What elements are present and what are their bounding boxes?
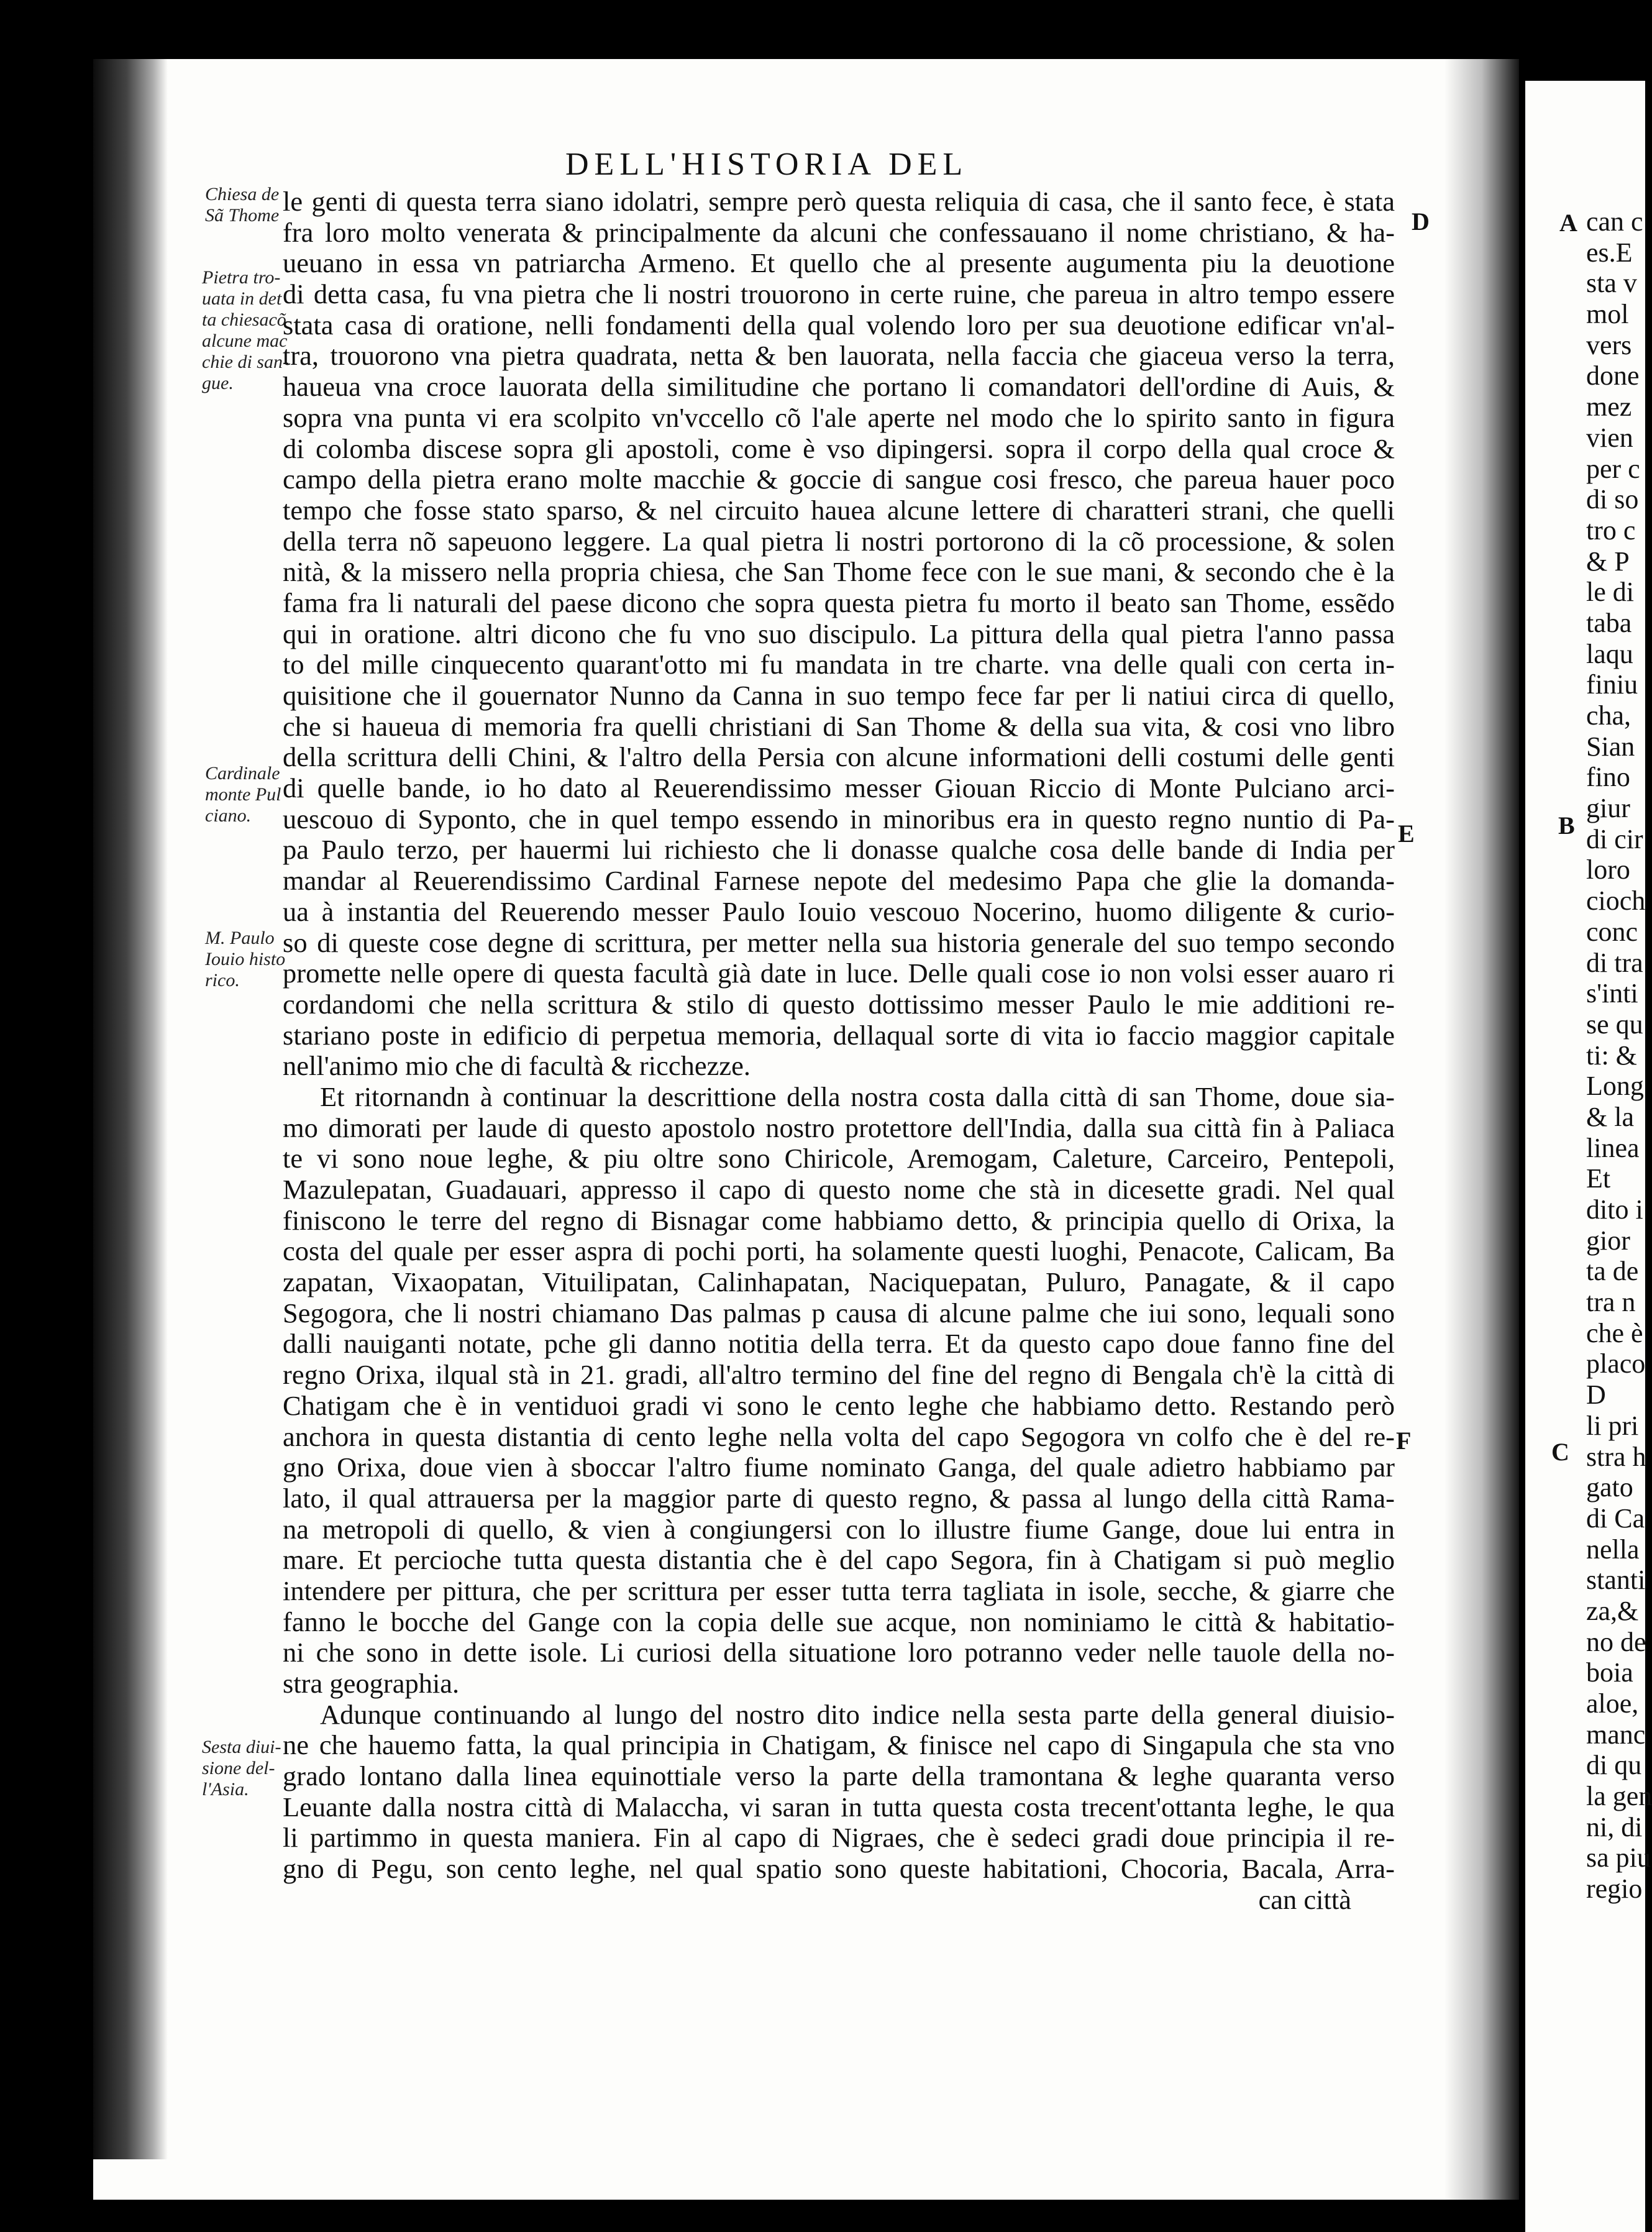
- body-line: te vi sono noue leghe, & piu oltre sono Chiricole, Aremogam, Caleture, Carceiro, Pentepoli,: [283, 1143, 1395, 1174]
- body-line: li partimmo in questa maniera. Fin al capo di Nigraes, che è sedeci gradi doue principia il re-: [283, 1822, 1395, 1854]
- body-line: dalli nauiganti notate, pche gli danno notitia della terra. Et da questo capo doue fanno fine del: [283, 1328, 1395, 1360]
- right-line: mez: [1586, 391, 1632, 423]
- margin-note-line: uata in det: [202, 288, 282, 309]
- margin-note-line: Chiesa de: [205, 184, 280, 204]
- body-line: mo dimorati per laude di questo apostolo nostro protettore dell'India, dalla sua città fin à Paliaca: [283, 1112, 1395, 1143]
- body-line: ni che sono in dette isole. Li curiosi della situatione loro potranno veder nelle tauole della no-: [283, 1637, 1395, 1668]
- section-letter-e: E: [1398, 820, 1415, 848]
- body-line: grado lontano dalla linea equinottiale verso la parte della tramontana & leghe quaranta verso: [283, 1760, 1395, 1792]
- right-line: regio: [1586, 1873, 1643, 1905]
- body-line: stata casa di oratione, nelli fondamenti della qual volendo loro per sua deuotione edificar vn'al-: [283, 309, 1395, 341]
- body-line: ua à instantia del Reuerendo messer Paulo Iouio vescouo Nocerino, huomo diligente & curio-: [283, 895, 1395, 927]
- body-line: ne che hauemo fatta, la qual principia in Chatigam, & finisce nel capo di Singapula che sta vno: [283, 1729, 1395, 1761]
- right-line: fino: [1586, 762, 1630, 793]
- body-line: di quelle bande, io ho dato al Reuerendissimo messer Giouan Riccio di Monte Pulciano arci-: [283, 772, 1395, 804]
- right-line: la gen: [1586, 1781, 1652, 1812]
- right-line: taba: [1586, 607, 1632, 638]
- right-line: giur: [1586, 793, 1630, 824]
- body-line: stra geographia.: [283, 1668, 460, 1699]
- margin-note-pietra: [202, 267, 289, 394]
- body-line: costa del quale per esser aspra di pochi porti, ha solamente questi luoghi, Penacote, Calicam, Ba: [283, 1235, 1395, 1267]
- right-line: ni, di: [1586, 1811, 1643, 1842]
- right-line: Sian: [1586, 731, 1635, 762]
- right-line: tro c: [1586, 515, 1636, 546]
- margin-note-line: alcune mac: [202, 331, 288, 351]
- margin-note-line: l'Asia.: [202, 1779, 249, 1800]
- right-line: boia: [1586, 1657, 1633, 1688]
- body-line: so di queste cose degne di scrittura, per metter nella sua historia generale del suo tempo secondo: [283, 926, 1395, 958]
- body-line: na metropoli di quello, & vien à congiungersi con lo illustre fiume Gange, doue lui entra in: [283, 1513, 1395, 1545]
- body-line: qui in oratione. altri dicono che fu vno suo discipulo. La pittura della qual pietra l'anno passa: [283, 618, 1395, 649]
- right-line: le di: [1586, 577, 1634, 608]
- margin-note-line: M. Paulo: [205, 928, 275, 948]
- body-line: gno Orixa, doue vien à sboccar l'altro fiume nominato Ganga, del quale adietro habbiamo par: [283, 1452, 1395, 1483]
- margin-note-line: Sã Thome: [205, 205, 280, 226]
- section-letter-f: F: [1396, 1427, 1412, 1455]
- right-line: linea: [1586, 1132, 1640, 1163]
- body-line: promette nelle opere di questa facultà già date in luce. Delle quali cose io non volsi esser auaro ri: [283, 958, 1395, 989]
- body-line: tra, trouorono vna pietra quadrata, netta & ben lauorata, nella faccia che giaceua verso la terra,: [283, 340, 1395, 372]
- body-line: Chatigam che è in ventiduoi gradi vi sono le cento leghe che habbiamo detto. Restando però: [283, 1389, 1395, 1421]
- margin-note-line: sione del-: [202, 1758, 275, 1778]
- right-line: & la: [1586, 1101, 1634, 1132]
- margin-note-line: ciano.: [205, 805, 252, 826]
- body-line: Adunque continuando al lungo del nostro dito indice nella sesta parte della general diuisio-: [320, 1698, 1395, 1730]
- body-line: Segogora, che li nostri chiamano Das palmas p causa di alcune palme che iui sono, lequali sono: [283, 1297, 1395, 1329]
- margin-note-line: Iouio histo: [205, 949, 286, 969]
- margin-note-line: Pietra tro-: [202, 267, 281, 288]
- body-line: che si haueua di memoria fra quelli christiani di San Thome & della sua vita, & cosi vno libro: [283, 710, 1395, 742]
- right-line: di so: [1586, 484, 1639, 515]
- body-line: finiscono le terre del regno di Bisnagar come habbiamo detto, & principia quello di Orixa, la: [283, 1204, 1395, 1236]
- right-line: es.E: [1586, 237, 1633, 268]
- body-line: Mazulepatan, Guadauari, appresso il capo di questo nome che stà in dicesette gradi. Nel qual: [283, 1174, 1395, 1205]
- margin-note-cardinale: [205, 763, 281, 826]
- body-line: pa Paulo terzo, per hauermi lui richiesto che li donasse qualche cosa delle bande di India per: [283, 834, 1395, 866]
- body-line: regno Orixa, ilqual stà in 21. gradi, all'altro termino del fine del regno di Bengala ch'è la città di: [283, 1359, 1395, 1391]
- margin-note-sesta-diuisione: [202, 1737, 281, 1800]
- right-line: vien: [1586, 422, 1633, 453]
- right-line: di qu: [1586, 1750, 1642, 1781]
- right-line: ti: &: [1586, 1040, 1637, 1071]
- body-text: [283, 186, 1395, 1916]
- right-line: ta de: [1586, 1256, 1639, 1287]
- right-line: stra h: [1586, 1441, 1646, 1472]
- body-line: campo della pietra erano molte macchie & goccie di sangue cosi fresco, che pareua hauer poco: [283, 464, 1395, 495]
- margin-note-line: gue.: [202, 373, 234, 393]
- body-line: haueua vna croce lauorata della similitudine che portano li comandatori dell'ordine di Auis, &: [283, 371, 1395, 403]
- right-line: mol: [1586, 299, 1629, 330]
- body-line: quisitione che il gouernator Nunno da Canna in suo tempo fece far per li natiui circa di quello,: [283, 680, 1395, 711]
- body-line: uescouo di Syponto, che in quel tempo essendo in minoribus era in questo regno nuntio di Pa-: [283, 803, 1395, 835]
- right-line: stanti: [1586, 1565, 1646, 1596]
- body-line: gno di Pegu, son cento leghe, nel qual spatio sono queste habitationi, Chocoria, Bacala, Arra-: [283, 1853, 1395, 1885]
- right-line: cha,: [1586, 700, 1631, 731]
- right-line: Et: [1586, 1163, 1611, 1194]
- right-line: laqu: [1586, 638, 1633, 669]
- right-line: che è: [1586, 1317, 1643, 1348]
- body-line: Leuante dalla nostra città di Malaccha, vi saran in tutta questa costa trecent'ottanta leghe, le qua: [283, 1791, 1395, 1823]
- running-head: DELL'HISTORIA DEL: [565, 147, 969, 182]
- right-line: gior: [1586, 1225, 1630, 1256]
- margin-note-line: rico.: [205, 970, 240, 990]
- gutter-shadow: [93, 59, 168, 2159]
- right-line: manc: [1586, 1719, 1646, 1750]
- right-line: za,&: [1586, 1595, 1639, 1626]
- body-line: della terra nõ sapeuono leggere. La qual pietra li nostri portorono di la cõ processione, & solen: [283, 525, 1395, 557]
- right-line: done: [1586, 360, 1640, 391]
- body-line: to del mille cinquecento quarant'otto mi fu mandata in tre charte. vna delle quali con certa in-: [283, 649, 1395, 680]
- body-line: cordandomi che nella scrittura & stilo di questo dottissimo messer Paulo le mie additioni re-: [283, 988, 1395, 1020]
- body-line: fama fra li naturali del paese dicono che sopra questa pietra fu morto il beato san Thome, essẽdo: [283, 587, 1395, 618]
- right-line: sta v: [1586, 268, 1637, 299]
- body-line: le genti di questa terra siano idolatri, sempre però questa reliquia di casa, che il santo fece, è stata: [283, 186, 1395, 217]
- body-line: lato, il qual attrauersa per la maggior parte di questo regno, & passa al lungo della città Rama-: [283, 1482, 1395, 1514]
- margin-note-paulo-iouio: [205, 928, 285, 991]
- body-line: mandar al Reuerendissimo Cardinal Farnese nepote del medesimo Papa che glie la domanda-: [283, 865, 1395, 897]
- right-line: aloe,: [1586, 1688, 1639, 1719]
- right-line: can c: [1586, 206, 1643, 237]
- right-line: gato: [1586, 1472, 1633, 1503]
- body-line: stariano poste in edificio di perpetua memoria, dellaqual sorte di vita io faccio maggior capitale: [283, 1019, 1395, 1051]
- right-line: dito i: [1586, 1194, 1643, 1225]
- right-line: D: [1586, 1379, 1606, 1411]
- body-line: zapatan, Vixaopatan, Vituilipatan, Calinhapatan, Naciquepatan, Puluro, Panagate, & il capo: [283, 1266, 1395, 1298]
- body-line: fra loro molto venerata & principalmente da alcuni che confessauano il nome christiano, & ha-: [283, 216, 1395, 248]
- margin-note-line: Cardinale: [205, 763, 280, 784]
- section-letter-d: D: [1412, 208, 1430, 236]
- section-letter-c: C: [1551, 1438, 1569, 1466]
- right-line: di tra: [1586, 947, 1643, 978]
- body-line: intendere per pittura, che per scrittura per esser tutta terra tagliata in isole, secche, & giarre che: [283, 1575, 1395, 1606]
- right-line: li pri: [1586, 1410, 1639, 1441]
- right-line: per c: [1586, 453, 1640, 484]
- right-line: cioch: [1586, 885, 1646, 917]
- body-line: anchora in questa distantia di cento leghe nella volta del capo Segogora vn colfo che è del re-: [283, 1420, 1395, 1452]
- right-line: finiu: [1586, 669, 1638, 700]
- section-letter-a: A: [1559, 209, 1577, 237]
- right-line: placo: [1586, 1348, 1646, 1379]
- margin-note-line: chie di san-: [202, 352, 289, 372]
- section-letter-b: B: [1558, 812, 1575, 839]
- right-line: di cir: [1586, 823, 1643, 854]
- body-line: mare. Et percioche tutta questa distantia che è del capo Segora, fin à Chatigam si può meglio: [283, 1544, 1395, 1576]
- body-line: nell'animo mio che di facultà & ricchezze.: [283, 1050, 751, 1082]
- fold-shadow: [1444, 59, 1519, 2200]
- body-line: tempo che fosse stato sparso, & nel circuito hauea alcune lettere di charatteri strani, che quelli: [283, 494, 1395, 526]
- right-line: nella: [1586, 1534, 1640, 1565]
- right-line: no de: [1586, 1626, 1646, 1657]
- margin-note-line: ta chiesacõ: [202, 309, 286, 330]
- right-line: s'inti: [1586, 978, 1638, 1009]
- right-line: tra n: [1586, 1287, 1636, 1318]
- right-page-text: [1586, 206, 1652, 1905]
- body-line: ueuano in essa vn patriarcha Armeno. Et quello che al presente augumenta piu la deuotione: [283, 247, 1395, 279]
- right-line: conc: [1586, 916, 1638, 947]
- margin-note-line: monte Pul: [205, 784, 281, 805]
- right-line: & P: [1586, 546, 1630, 577]
- margin-note-line: Sesta diui-: [202, 1737, 281, 1757]
- right-line: loro: [1586, 854, 1630, 885]
- right-line: vers: [1586, 329, 1632, 360]
- body-line: fanno le bocche del Gange con la copia delle sue acque, non nominiamo le città & habitatio-: [283, 1606, 1395, 1637]
- body-line: di detta casa, fu vna pietra che li nostri trouorono in certe ruine, che pareua in altro tempo essere: [283, 278, 1395, 310]
- right-line: se qu: [1586, 1009, 1643, 1040]
- body-line: di colomba discese sopra gli apostoli, come è vso dipingersi. sopra il corpo della qual croce &: [283, 432, 1395, 464]
- body-line: della scrittura delli Chini, & l'altro della Persia con alcune informationi delli costumi delle genti: [283, 741, 1395, 773]
- catchword: can città: [1258, 1883, 1351, 1915]
- right-line: sa piu: [1586, 1842, 1651, 1873]
- body-line: nità, & la missero nella propria chiesa, che San Thome fece con le sue mani, & secondo che è la: [283, 556, 1395, 588]
- right-line: di Ca: [1586, 1502, 1645, 1534]
- body-line: Et ritornandn à continuar la descrittione della nostra costa dalla città di san Thome, doue sia-: [320, 1081, 1395, 1112]
- margin-note-chiesa: [205, 184, 279, 226]
- right-line: Long: [1586, 1071, 1644, 1102]
- body-line: sopra vna punta vi era scolpito vn'vccello cõ l'ale aperte nel modo che lo spirito santo in figura: [283, 401, 1395, 433]
